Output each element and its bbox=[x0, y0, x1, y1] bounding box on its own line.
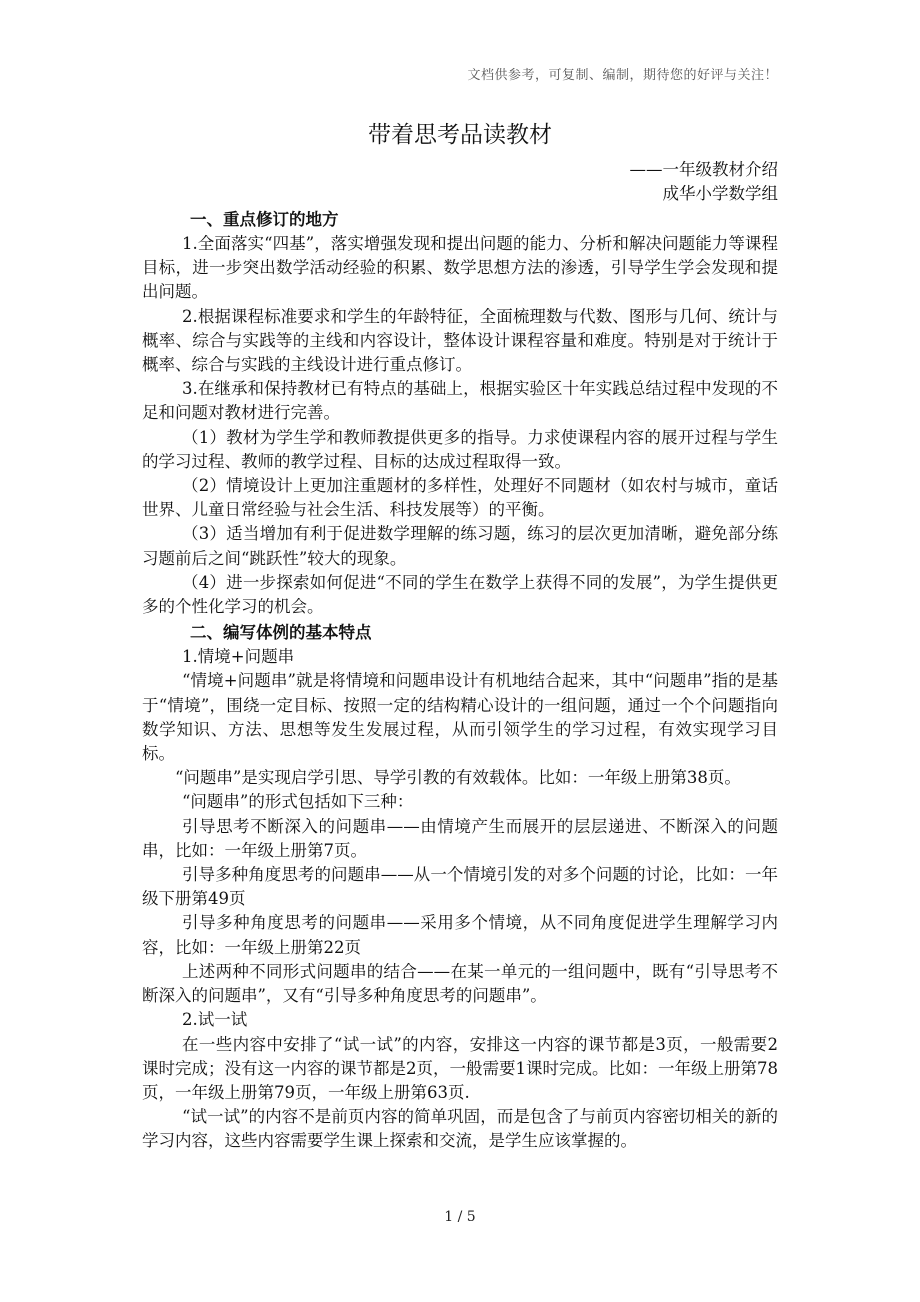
paragraph: （3）适当增加有利于促进数学理解的练习题，练习的层次更加清晰，避免部分练习题前后之间“跳跃性”较大的现象。 bbox=[142, 524, 778, 568]
paragraph: 2.根据课程标准要求和学生的年龄特征，全面梳理数与代数、图形与几何、统计与概率、综合与实践等的主线和内容设计，整体设计课程容量和难度。特别是对于统计于概率、综合与实践的主线设计进行重点修订。 bbox=[142, 306, 778, 375]
section-heading-1: 一、重点修订的地方 bbox=[190, 210, 339, 229]
paragraph: “问题串”是实现启学引思、导学引教的有效载体。比如：一年级上册第38页。 bbox=[175, 768, 741, 788]
paragraph: 引导思考不断深入的问题串——由情境产生而展开的层层递进、不断深入的问题串，比如：一年级上册第7页。 bbox=[142, 816, 778, 860]
section-heading-2: 二、编写体例的基本特点 bbox=[190, 623, 372, 643]
paragraph: “试一试”的内容不是前页内容的简单巩固，而是包含了与前页内容密切相关的新的学习内容，这些内容需要学生课上探索和交流，是学生应该掌握的。 bbox=[142, 1107, 778, 1151]
paragraph: （4）进一步探索如何促进“不同的学生在数学上获得不同的发展”，为学生提供更多的个性化学习的机会。 bbox=[142, 572, 778, 617]
paragraph: 1.全面落实“四基”，落实增强发现和提出问题的能力、分析和解决问题能力等课程目标，进一步突出数学活动经验的积累、数学思想方法的渗透，引导学生学会发现和提出问题。 bbox=[142, 234, 778, 302]
header-note: 文档供参考，可复制、编制，期待您的好评与关注！ bbox=[467, 68, 778, 83]
document-body bbox=[142, 118, 778, 1154]
paragraph: 在一些内容中安排了“试一试”的内容，安排这一内容的课节都是3页，一般需要2课时完成；没有这一内容的课节都是2页，一般需要1课时完成。比如：一年级上册第78页，一年级上册第79页，一年级上册第63页. bbox=[142, 1034, 778, 1102]
paragraph: 上述两种不同形式问题串的结合——在某一单元的一组问题中，既有“引导思考不断深入的问题串”，又有“引导多种角度思考的问题串”。 bbox=[142, 961, 778, 1006]
paragraph: 3.在继承和保持教材已有特点的基础上，根据实验区十年实践总结过程中发现的不足和问题对教材进行完善。 bbox=[142, 379, 778, 423]
paragraph: （2）情境设计上更加注重题材的多样性，处理好不同题材（如农村与城市，童话世界、儿童日常经验与社会生活、科技发展等）的平衡。 bbox=[142, 476, 778, 520]
page-number: 1 / 5 bbox=[444, 1209, 476, 1225]
paragraph: “问题串”的形式包括如下三种： bbox=[182, 792, 414, 812]
page-title: 带着思考品读教材 bbox=[368, 122, 552, 148]
paragraph: 引导多种角度思考的问题串——从一个情境引发的对多个问题的讨论，比如：一年级下册第49页 bbox=[142, 865, 778, 909]
subheading: 2.试一试 bbox=[182, 1010, 248, 1030]
paragraph: “情境+问题串”就是将情境和问题串设计有机地结合起来，其中“问题串”指的是基于“情境”，围绕一定目标、按照一定的结构精心设计的一组问题，通过一个个问题指向数学知识、方法、思想等发生发展过程，从而引领学生的学习过程，有效实现学习目标。 bbox=[142, 671, 778, 764]
subtitle-author: 成华小学数学组 bbox=[662, 184, 778, 203]
paragraph: （1）教材为学生学和教师教提供更多的指导。力求使课程内容的展开过程与学生的学习过程、教师的教学过程、目标的达成过程取得一致。 bbox=[142, 427, 778, 471]
subheading: 1.情境+问题串 bbox=[182, 647, 295, 667]
subtitle-intro: ——一年级教材介绍 bbox=[629, 160, 778, 179]
paragraph: 引导多种角度思考的问题串——采用多个情境，从不同角度促进学生理解学习内容，比如：一年级上册第22页 bbox=[142, 913, 778, 957]
